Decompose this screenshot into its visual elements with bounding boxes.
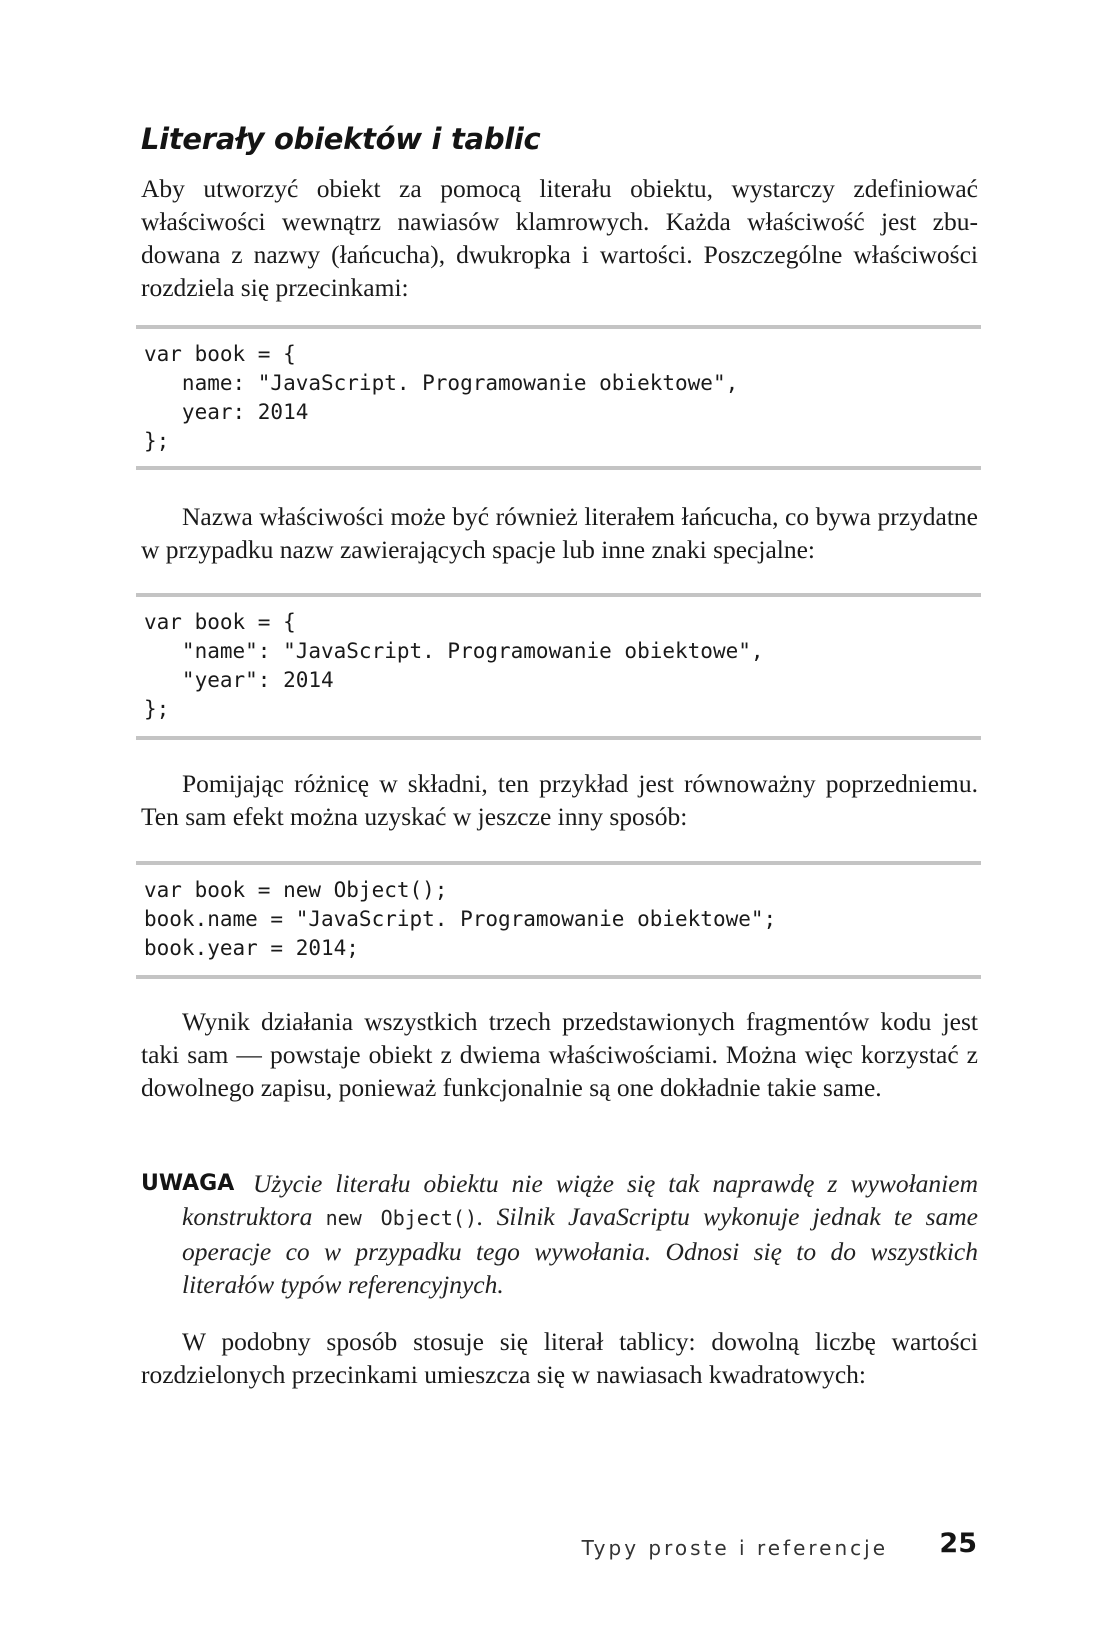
code-line: year: 2014 xyxy=(144,400,309,424)
paragraph-array-literal: W podobny sposób stosuje się literał tablicy: dowolną liczbę wartości rozdzielonych przecinkami umieszcza się w nawiasach kwadratowych: xyxy=(141,1327,978,1389)
code-line: "year": 2014 xyxy=(144,668,334,692)
paragraph-intro: Aby utworzyć obiekt za pomocą literału obiektu, wystarczy zdefiniować właściwości wewnątrz nawiasów klamrowych. Każda właściwość jest zbudowana z nazwy (łańcucha), dwukropka i wartości. Poszczególne właściwości rozdziela się przecinkami: xyxy=(141,174,978,302)
code-line: book.year = 2014; xyxy=(144,936,359,960)
section-heading: Literały obiektów i tablic xyxy=(141,122,541,156)
code-line: }; xyxy=(144,429,170,453)
note-label: UWAGA xyxy=(141,1171,235,1196)
code-line: book.name = "JavaScript. Programowanie obiektowe"; xyxy=(144,907,777,931)
note-box xyxy=(141,1167,978,1301)
note-code: new Object() xyxy=(325,1206,478,1230)
code-block-string-keys xyxy=(136,593,981,740)
page-number: 25 xyxy=(939,1528,977,1559)
code-block-object-literal xyxy=(136,325,981,470)
code-line: var book = { xyxy=(144,610,296,634)
paragraph-string-names: Nazwa właściwości może być również literałem łańcucha, co bywa przydatne w przypadku nazw zawierających spacje lub inne znaki specjalne: xyxy=(141,502,978,564)
code-line: name: "JavaScript. Programowanie obiektowe", xyxy=(144,371,739,395)
code-line: }; xyxy=(144,697,170,721)
code-line: var book = { xyxy=(144,342,296,366)
note-text xyxy=(182,1167,978,1301)
code-line: var book = new Object(); xyxy=(144,878,448,902)
note-text-before: Użycie literału obiektu nie wiąże się tak naprawdę z wywołaniem konstruktora xyxy=(182,1169,978,1231)
running-footer-title: Typy proste i referencje xyxy=(581,1536,888,1560)
note-text-after: . Silnik JavaScriptu wykonuje jednak te same operacje co w przypadku tego wywołania. Odnosi się to do wszystkich literałów typów referencyjnych. xyxy=(182,1202,979,1299)
code-block-new-object xyxy=(136,861,981,979)
code-line: "name": "JavaScript. Programowanie obiektowe", xyxy=(144,639,764,663)
paragraph-equivalent: Pomijając różnicę w składni, ten przykład jest równoważny poprzedniemu. Ten sam efekt można uzyskać w jeszcze inny sposób: xyxy=(141,769,978,831)
paragraph-result: Wynik działania wszystkich trzech przedstawionych fragmentów kodu jest taki sam — powstaje obiekt z dwiema właściwościami. Można więc korzystać z dowolnego zapisu, ponieważ funkcjonalnie są one dokładnie takie same. xyxy=(141,1007,978,1102)
